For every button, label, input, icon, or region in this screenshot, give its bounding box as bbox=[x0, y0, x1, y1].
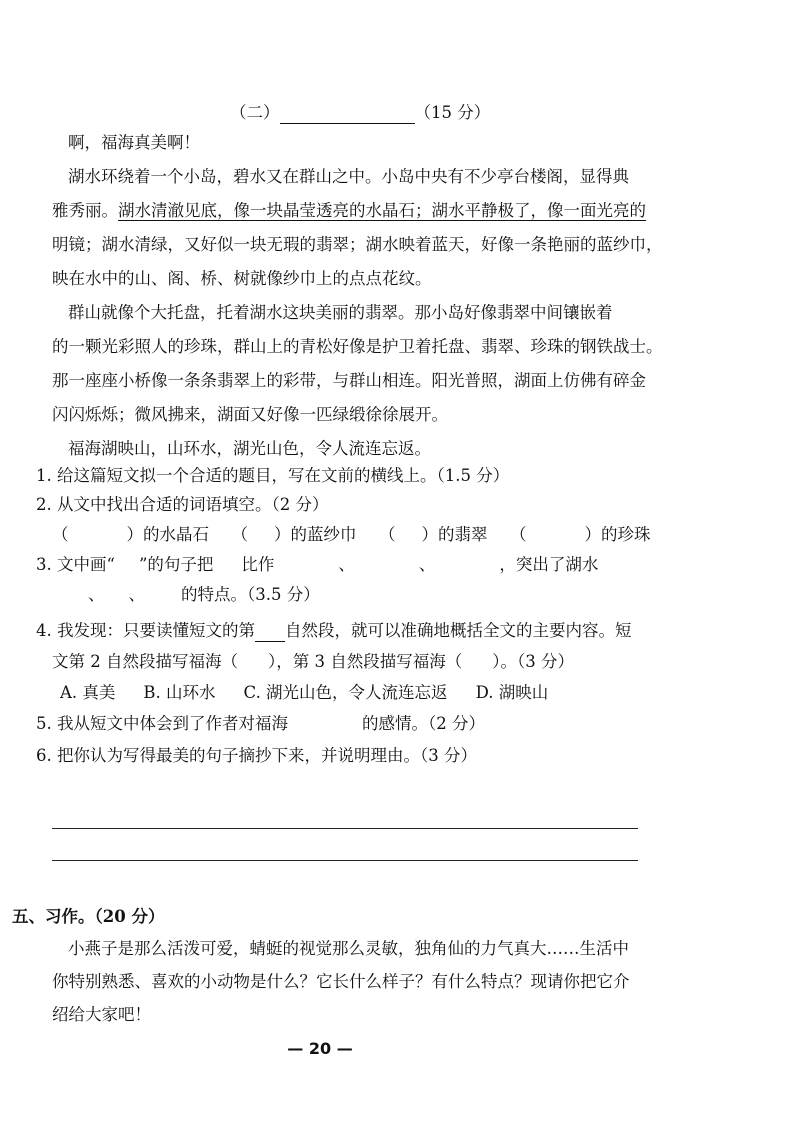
page-number: — 20 — bbox=[287, 1039, 353, 1058]
passage-p3-line4: 闪闪烁烁；微风拂来，湖面又好像一匹绿缎徐徐展开。 bbox=[52, 405, 448, 424]
passage-p1: 啊，福海真美啊！ bbox=[68, 133, 200, 152]
option-d[interactable]: D. 湖映山 bbox=[475, 683, 549, 702]
question-2-fill-row: （ ）的水晶石 （ ）的蓝纱巾 （ ）的翡翠 （ ）的珍珠 bbox=[52, 525, 651, 544]
q4-paragraph-blank[interactable] bbox=[255, 623, 285, 642]
question-4-line1: 4. 我发现：只要读懂短文的第 自然段，就可以准确地概括全文的主要内容。短 bbox=[36, 621, 632, 640]
question-1: 1. 给这篇短文拟一个合适的题目，写在文前的横线上。（1.5 分） bbox=[36, 466, 510, 485]
passage-p3-line2: 的一颗光彩照人的珍珠，群山上的青松好像是护卫着托盘、翡翠、珍珠的钢铁战士。 bbox=[52, 337, 663, 356]
passage-p2-line2 bbox=[52, 200, 646, 222]
question-4-options bbox=[60, 682, 548, 704]
question-4-line2: 文第 2 自然段描写福海（ ），第 3 自然段描写福海（ ）。（3 分） bbox=[52, 652, 574, 671]
composition-heading: 五、习作。（20 分） bbox=[12, 907, 165, 926]
title-blank[interactable] bbox=[280, 105, 415, 124]
question-3-line1: 3. 文中画“ ”的句子把 比作 、 、 ，突出了湖水 bbox=[36, 555, 599, 574]
passage-p4: 福海湖映山，山环水，湖光山色，令人流连忘返。 bbox=[68, 439, 431, 458]
option-a[interactable]: A. 真美 bbox=[60, 683, 116, 702]
underlined-sentence: 湖水清澈见底，像一块晶莹透亮的水晶石；湖水平静极了，像一面光亮的 bbox=[118, 201, 646, 220]
question-2: 2. 从文中找出合适的词语填空。（2 分） bbox=[36, 495, 329, 514]
passage-p3-line3: 那一座座小桥像一条条翡翠上的彩带，与群山相连。阳光普照，湖面上仿佛有碎金 bbox=[52, 371, 646, 390]
question-5: 5. 我从短文中体会到了作者对福海 的感情。（2 分） bbox=[36, 714, 485, 733]
section-label: （二） bbox=[230, 103, 280, 122]
option-b[interactable]: B. 山环水 bbox=[143, 683, 216, 702]
question-3-line2: 、 、 的特点。（3.5 分） bbox=[88, 585, 320, 604]
answer-line-2[interactable] bbox=[52, 860, 638, 861]
section-score: （15 分） bbox=[414, 103, 491, 122]
passage-p2-line1: 湖水环绕着一个小岛，碧水又在群山之中。小岛中央有不少亭台楼阁，显得典 bbox=[68, 167, 629, 186]
passage-p3-line1: 群山就像个大托盘，托着湖水这块美丽的翡翠。那小岛好像翡翠中间镶嵌着 bbox=[68, 303, 613, 322]
composition-line-2: 你特别熟悉、喜欢的小动物是什么？它长什么样子？有什么特点？现请你把它介 bbox=[52, 972, 630, 991]
composition-line-1: 小燕子是那么活泼可爱，蜻蜓的视觉那么灵敏，独角仙的力气真大……生活中 bbox=[68, 939, 629, 958]
passage-text: 雅秀丽。 bbox=[52, 201, 118, 220]
question-6: 6. 把你认为写得最美的句子摘抄下来，并说明理由。（3 分） bbox=[36, 746, 477, 765]
composition-line-3: 绍给大家吧！ bbox=[52, 1005, 151, 1024]
answer-line-1[interactable] bbox=[52, 828, 638, 829]
passage-p2-line4: 映在水中的山、阁、桥、树就像纱巾上的点点花纹。 bbox=[52, 269, 432, 288]
section-heading bbox=[230, 102, 490, 124]
passage-p2-line3: 明镜；湖水清绿，又好似一块无瑕的翡翠；湖水映着蓝天，好像一条艳丽的蓝纱巾， bbox=[52, 235, 663, 254]
option-c[interactable]: C. 湖光山色，令人流连忘返 bbox=[243, 683, 448, 702]
